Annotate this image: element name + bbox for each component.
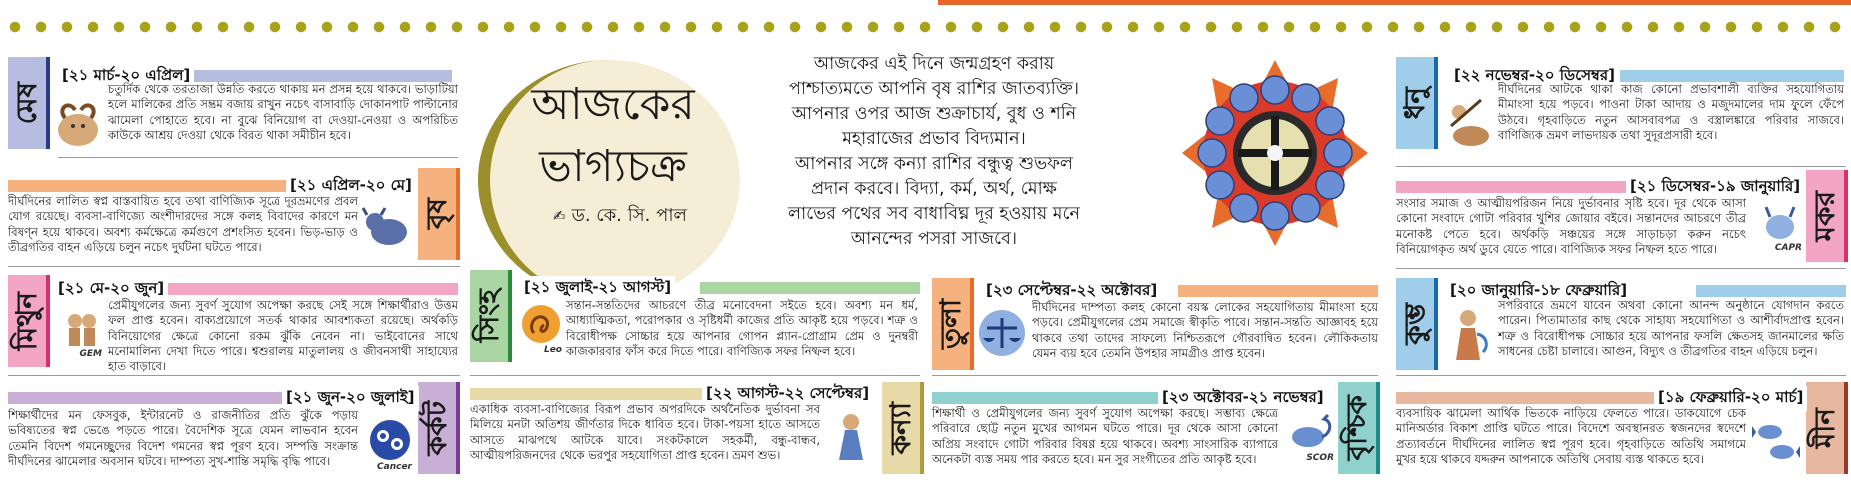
date-bar bbox=[8, 180, 288, 192]
sign-name: মীন bbox=[1808, 407, 1841, 449]
sign-name: মেষ bbox=[10, 81, 43, 125]
divider bbox=[8, 375, 460, 376]
title-line-1: আজকের bbox=[531, 79, 695, 130]
sign-name: বৃশ্চিক bbox=[1340, 395, 1373, 461]
sign-tab-tula bbox=[932, 278, 970, 370]
sign-tab-brishchik bbox=[1338, 382, 1376, 474]
sign-tab-brisha bbox=[418, 168, 456, 260]
tab-accent bbox=[1376, 382, 1380, 474]
sign-date: [২৩ অক্টোবর-২১ নভেম্বর] bbox=[1158, 386, 1328, 411]
sign-name: কর্কট bbox=[420, 400, 453, 456]
date-bar bbox=[1620, 70, 1844, 82]
zodiac-label: Leo bbox=[543, 345, 562, 355]
tab-accent bbox=[1434, 57, 1438, 149]
intro-line: আজকের এই দিনে জন্মগ্রহণ করায় bbox=[813, 54, 1055, 74]
sign-text: শিক্ষার্থী ও প্রেমীযুগলের জন্য সুবর্ণ সুযোগ অপেক্ষা করছে। সম্ভাব্য ক্ষেত্রে পরিবারে ছোট্ট নতুন মুখের আগমন ঘটতে পারে। দূর থেকে আসা কোনো অপ্রিয় সংবাদে গোটা পরিবার বিষণ্ণ হয়ে থাকবে। অবশ্য সাংসারিক ব্যাপারে অনেকটা ব্যস্ত সময় পার করতে হবে। মন সুর সংগীতের প্রতি আকৃষ্ট হবে। bbox=[932, 406, 1278, 466]
intro-line: পাশ্চাত্যমতে আপনি বৃষ রাশির জাতব্যক্তি। bbox=[788, 79, 1079, 99]
date-bar bbox=[150, 283, 458, 295]
divider bbox=[470, 375, 920, 376]
sign-date: [২১ এপ্রিল-২০ মে] bbox=[286, 174, 416, 199]
zodiac-label: CAPR bbox=[1774, 243, 1802, 253]
sign-tab-makar bbox=[1806, 170, 1844, 262]
sign-tab-kumbha bbox=[1396, 278, 1434, 370]
sign-date: [২১ জুলাই-২১ আগস্ট] bbox=[520, 276, 675, 301]
divider bbox=[1396, 375, 1846, 376]
sign-tab-meen bbox=[1806, 382, 1844, 474]
sign-name: বৃষ bbox=[420, 198, 453, 230]
gemini-icon bbox=[58, 306, 102, 362]
tab-accent bbox=[456, 382, 460, 474]
tab-accent bbox=[1844, 382, 1848, 474]
intro-paragraph bbox=[754, 52, 1114, 252]
divider bbox=[932, 375, 1378, 376]
zodiac-label: Cancer bbox=[377, 462, 412, 472]
sign-tab-kanya bbox=[882, 382, 920, 474]
sign-text: চতুর্দিক থেকে তরতাজা উন্নতি করতে থাকায় মন প্রসন্ন হয়ে থাকবে। ভাড়াটিয়া হলে মালিকের প্রতি সম্ভ্রম বজায় রাখুন নচেৎ বাসাবাড়ি দোকানপাট পাল্টানোর ঝামেলা পোহাতে হবে। না বুঝে বিনিয়োগ বা দেওয়া-নেওয়া ও অপরিচিত কাউকে আশ্রয় দেওয়া থেকে বিরত থাকা সমীচীন হবে। bbox=[108, 82, 458, 142]
leo-icon bbox=[514, 300, 562, 358]
aquarius-icon bbox=[1440, 304, 1496, 362]
sign-text: প্রেমীযুগলের জন্য সুবর্ণ সুযোগ অপেক্ষা করছে সেই সঙ্গে শিক্ষার্থীরাও উত্তম ফল প্রাপ্ত হবেন। বাক্যপ্রয়োগে সতর্ক থাকার আবশ্যকতা রয়েছে। অর্থকড়ি বিনিয়োগের ক্ষেত্রে কোনো রকম ঝুঁকি নেবেন না। ভাইবোনের সাথে মনোমালিন্য দেখা দিতে পারে। শ্বশুরালয় মাতুলালয় ও জীবনসাথী সাহায্যের হাত বাড়াবে। bbox=[108, 298, 458, 374]
tab-accent bbox=[970, 278, 974, 370]
pen-icon: ✍ bbox=[553, 207, 566, 225]
sign-name: তুলা bbox=[934, 299, 967, 349]
sign-tab-mithun bbox=[8, 275, 46, 367]
date-bar bbox=[1396, 392, 1654, 404]
sign-date: [২২ আগস্ট-২২ সেপ্টেম্বর] bbox=[702, 382, 873, 407]
sign-name: মকর bbox=[1808, 190, 1841, 242]
cancer-icon bbox=[362, 416, 412, 474]
sign-text: দীর্ঘদিনের লালিত স্বপ্ন বাস্তবায়িত হবে তথা বাণিজ্যিক সূত্রে দূরভ্রমণের প্রবল যোগ রয়েছে। ব্যবসা-বাণিজ্যে অংশীদারদের সঙ্গে কলহ বিবাদের কারণে মন বিষণ্ন হয়ে থাকবে। অবশ্য কর্মক্ষেত্রে কর্মগুণে প্রশংসিত হবেন। ভিড়-ভাড় ও তীব্রগতির বাহন এড়িয়ে চলুন নচেৎ দুর্ঘটনা ঘটতে পারে। bbox=[8, 194, 358, 254]
tab-accent bbox=[1434, 278, 1438, 370]
sign-date: [২২ নভেম্বর-২০ ডিসেম্বর] bbox=[1450, 64, 1619, 89]
virgo-icon bbox=[824, 404, 878, 462]
date-bar bbox=[1696, 285, 1846, 297]
sign-date: [২০ জানুয়ারি-১৮ ফেব্রুয়ারি] bbox=[1446, 279, 1631, 304]
title-line-2: ভাগ্যচক্র bbox=[539, 141, 687, 192]
sign-date: [২১ মে-২০ জুন] bbox=[54, 277, 168, 302]
sign-text: ব্যবসায়িক ঝামেলা আর্থিক ভিতকে নাড়িয়ে ফেলতে পারে। ডাকযোগে চেক মানিঅর্ডার বিকাশ প্রাপ্তি ঘটতে পারে। বিদেশে অবস্থানরত স্বজনদের স্বদেশে প্রত্যাবর্তনে দীর্ঘদিনের লালিত স্বপ্ন পূরণ হবে। গৃহবাড়িতে অতিথি সমাগমে মুখর হয়ে থাকবে যদ্দরুন আপনাকে অতিথি সেবায় ব্যস্ত থাকতে হবে। bbox=[1396, 406, 1746, 466]
sign-name: মিথুন bbox=[10, 291, 43, 351]
sign-text: একাধিক ব্যবসা-বাণিজ্যের বিরূপ প্রভাব অপরদিকে অর্থনৈতিক দুর্ভাবনা সব মিলিয়ে মনটা অতিশয় জীর্ণতার দিকে ধাবিত হবে। টাকা-পয়সা হাতে আসতে আসতে মাঝপথে আটকে যাবে। সংকটকালে সহকর্মী, বন্ধু-বান্ধব, আত্মীয়পরিজনদের থেকে ভরপুর সহযোগিতা প্রাপ্ত হবেন। ভ্রমণ শুভ। bbox=[470, 402, 820, 462]
intro-line: আনন্দের পসরা সাজবে। bbox=[850, 229, 1018, 249]
tab-accent bbox=[508, 270, 512, 362]
sign-date: [২১ মার্চ-২০ এপ্রিল] bbox=[58, 64, 194, 89]
date-bar bbox=[8, 392, 284, 404]
sign-name: কন্যা bbox=[884, 401, 917, 455]
aries-icon bbox=[54, 96, 102, 150]
intro-line: আপনার ওপর আজ শুক্রাচার্য, বুধ ও শনি bbox=[791, 104, 1077, 124]
capricorn-icon bbox=[1750, 200, 1802, 256]
sign-date: [২১ ডিসেম্বর-১৯ জানুয়ারি] bbox=[1626, 175, 1804, 200]
sign-text: সপরিবারে ভ্রমণে যাবেন অথবা কোনো আনন্দ অনুষ্ঠানে যোগদান করতে পারেন। পিতামাতার কাছ থেকে সাহায্য সহযোগিতা ও আশীর্বাদপ্রাপ্ত হবেন। শত্রু ও বিরোধীপক্ষ সোচ্চার হয়ে আপনার ফসলি ক্ষেতসহ জানমালের ক্ষতি সাধনের চেষ্টা চালাবে। আগুন, বিদ্যুৎ ও তীব্রগতির বাহন এড়িয়ে চলুন। bbox=[1498, 298, 1844, 358]
sign-text: দীর্ঘদিনের আটকে থাকা কাজ কোনো প্রভাবশালী ব্যক্তির সহযোগিতায় মীমাংসা হয়ে পড়বে। পাওনা টাকা আদায় ও মজুদমালের দাম ফুলে ফেঁপে উঠবে। গৃহবাড়িতে নতুন আসবাবপত্র ও বস্ত্রালঙ্কারে পরিবার সাজবে। বাণিজ্যিক ভ্রমণ লাভদায়ক তথা সুদূরপ্রসারী হবে। bbox=[1498, 82, 1844, 142]
sign-tab-singha bbox=[470, 270, 508, 362]
tab-accent bbox=[46, 57, 50, 149]
date-bar bbox=[1396, 181, 1626, 193]
intro-line: মহারাজের প্রভাব বিদ্যমান। bbox=[842, 129, 1026, 149]
intro-line: প্রদান করবে। বিদ্যা, কর্ম, অর্থ, মোক্ষ bbox=[811, 179, 1057, 199]
scorpio-icon bbox=[1282, 410, 1334, 466]
tab-accent bbox=[456, 168, 460, 260]
tab-accent bbox=[920, 382, 924, 474]
intro-line: লাভের পথের সব বাধাবিঘ্ন দূর হওয়ায় মনে bbox=[788, 204, 1080, 224]
top-accent-bar bbox=[938, 0, 1851, 5]
sign-date: [২১ জুন-২০ জুলাই] bbox=[282, 386, 419, 411]
dotted-border bbox=[0, 20, 1851, 34]
tab-accent bbox=[46, 275, 50, 367]
zodiac-wheel-icon bbox=[1180, 58, 1370, 248]
tab-accent bbox=[1844, 170, 1848, 262]
date-bar bbox=[932, 392, 1158, 404]
divider bbox=[8, 266, 460, 267]
page-title bbox=[498, 74, 728, 198]
byline-text: ড. কে. সি. পাল bbox=[571, 205, 687, 226]
byline bbox=[530, 201, 710, 232]
libra-icon bbox=[976, 304, 1028, 358]
sign-text: দীর্ঘদিনের দাম্পত্য কলহ কোনো বয়স্ক লোকের সহযোগিতায় মীমাংসা হয়ে পড়বে। প্রেমীযুগলের প্রেম সমাজে স্বীকৃতি পাবে। সন্তান-সন্ততি আজ্ঞাবহ হয়ে থাকবে তথা তাদের সাফল্যে নিশ্চিতরূপে গৌরবান্বিত হবেন। লৌকিকতায় যেমন ব্যয় হবে তেমনি উপহার সামগ্রীও প্রাপ্ত হবেন। bbox=[1032, 300, 1378, 360]
sign-name: সিংহ bbox=[472, 289, 505, 343]
intro-line: আপনার সঙ্গে কন্যা রাশির বন্ধুত্ব শুভফল bbox=[795, 154, 1073, 174]
date-bar bbox=[470, 388, 702, 400]
divider bbox=[1396, 166, 1846, 167]
sign-text: সংসার সমাজ ও আত্মীয়পরিজন নিয়ে দুর্ভাবনার সৃষ্টি হবে। দূর থেকে আসা কোনো সংবাদে গোটা পরিবার খুশির জোয়ার বইবে। সন্তানদের আচরণে তীব্র মনোকষ্ট পেতে হবে। অর্থকড়ি সঞ্চয়ের সঙ্গে সাড়াচড়া করুন নচেৎ বিনিয়োগকৃত অর্থ ডুবে যেতে পারে। বাণিজ্যিক সফর নিষ্ফল হতে পারে। bbox=[1396, 196, 1746, 256]
zodiac-label: GEM bbox=[79, 349, 102, 359]
zodiac-label: SCOR bbox=[1306, 453, 1334, 463]
sign-tab-mesh bbox=[8, 57, 46, 149]
date-bar bbox=[188, 70, 452, 82]
sign-name: কুম্ভ bbox=[1398, 303, 1431, 345]
sign-text: শিক্ষার্থীদের মন ফেসবুক, ইন্টারনেট ও রাজনীতির প্রতি ঝুঁকে পড়ায় ভবিষ্যতের স্বপ্ন ভেঙে পড়তে পারে। বৈদেশিক সূত্রে যেমন লাভবান হবেন তেমনি বিদেশ গমনেচ্ছুদের বিদেশ গমনের স্বপ্ন পূরণ হবে। সম্পত্তি সংক্রান্ত দীর্ঘদিনের ঝামেলার অবসান ঘটবে। দাম্পত্য সুখ-শান্তি সমৃদ্ধি বৃদ্ধি পাবে। bbox=[8, 408, 358, 468]
date-bar bbox=[700, 282, 920, 294]
sign-date: [১৯ ফেব্রুয়ারি-২০ মার্চ] bbox=[1654, 386, 1807, 411]
pisces-icon bbox=[1750, 410, 1802, 466]
date-bar bbox=[1178, 285, 1378, 297]
taurus-icon bbox=[360, 198, 412, 250]
sign-tab-karkat bbox=[418, 382, 456, 474]
sign-tab-dhanu bbox=[1396, 57, 1434, 149]
sign-text: সন্তান-সন্ততিদের আচরণে তীব্র মনোবেদনা সইতে হবে। অবশ্য মন ধর্ম, আধ্যাত্মিকতা, পরোপকার ও সৃষ্টিধর্মী কাজের প্রতি আকৃষ্ট হয়ে পড়বে। শত্রু ও বিরোধীপক্ষ সোচ্চার হয়ে আপনার গোপন প্ল্যান-প্রোগ্রাম প্রেম ও দুনম্বরী কাজকারবার ফাঁস করে দিতে পারে। বাণিজ্যিক সফর নিষ্ফল হবে। bbox=[566, 298, 918, 358]
sign-date: [২৩ সেপ্টেম্বর-২২ অক্টোবর] bbox=[982, 279, 1161, 304]
sign-name: ধনু bbox=[1398, 86, 1431, 120]
sagittarius-icon bbox=[1440, 92, 1496, 152]
divider bbox=[1396, 268, 1846, 269]
